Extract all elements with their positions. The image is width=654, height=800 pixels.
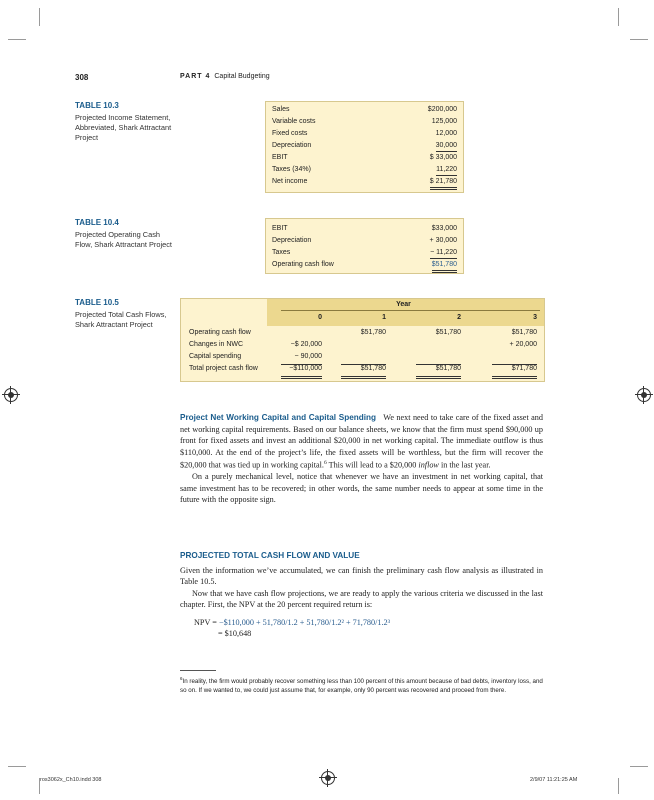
footnote: $^6$In reality, the firm would probably recover something less than 100 percent of this amount because of bad debts, inventory loss, and so on. If we wanted to, we could just assume that, for example, only 90 percent was recovered and proceed from there.: [180, 676, 543, 695]
paragraph: On a purely mechanical level, notice that whenever we have an investment in net working capital, that same investment has to be recovered; in other words, the same number needs to appear at some time in the future with the opposite sign.: [180, 472, 543, 505]
table-10-4: [265, 218, 464, 274]
table-row: Operating cash flow $51,780: [272, 259, 457, 270]
table-row: Depreciation 30,000: [272, 140, 457, 151]
table-10-5: [180, 298, 545, 382]
registration-mark-icon: [4, 388, 18, 402]
slug-date: 2/9/07 11:21:25 AM: [530, 777, 578, 783]
row-label: Capital spending: [189, 353, 242, 360]
crop-mark: [618, 8, 619, 26]
table-number: TABLE 10.4: [75, 218, 119, 227]
cell: $51,780: [435, 329, 461, 336]
double-underline: [492, 376, 537, 379]
table-10-4-label: [75, 218, 175, 250]
npv-equation: NPV = −$110,000 + 51,780/1.2 + 51,780/1.2² + 71,780/1.2³: [194, 617, 391, 627]
table-caption: Projected Total Cash Flows, Shark Attractant Project: [75, 310, 167, 329]
table-row: Sales $200,000: [272, 106, 457, 113]
year-rule: [281, 310, 540, 311]
crop-mark: [618, 778, 619, 794]
footnote-ref: 6: [323, 460, 327, 466]
table-row: EBIT $33,000: [272, 225, 457, 232]
table-row: EBIT $ 33,000: [272, 154, 457, 161]
table-row: Variable costs 125,000: [272, 118, 457, 125]
table-caption: Projected Operating Cash Flow, Shark Attractant Project: [75, 230, 172, 249]
cell: $51,780: [511, 329, 537, 336]
paragraph: Now that we have cash flow projections, we are ready to apply the various criteria we discussed in the last chapter. First, the NPV at the 20 percent required return is:: [180, 588, 543, 609]
section-heading: Project Net Working Capital and Capital Spending: [180, 413, 377, 422]
table-number: TABLE 10.5: [75, 298, 119, 307]
double-underline: [341, 376, 386, 379]
npv-result: = $10,648: [218, 629, 252, 638]
cell: $51,780: [360, 329, 386, 336]
row-label: Operating cash flow: [189, 329, 251, 336]
table-10-3-label: [75, 101, 175, 143]
cell: −$110,000: [289, 365, 322, 372]
crop-mark: [630, 39, 648, 40]
table-row: Fixed costs 12,000: [272, 130, 457, 137]
cell: −$ 20,000: [290, 341, 322, 348]
registration-mark-icon: [637, 388, 651, 402]
crop-mark: [8, 39, 26, 40]
double-underline: [416, 376, 461, 379]
column-header: 2: [457, 314, 461, 321]
crop-mark: [39, 8, 40, 26]
cell: $51,780: [435, 365, 461, 372]
column-header: 1: [382, 314, 386, 321]
paragraph: Project Net Working Capital and Capital Spending We next need to take care of the fixed asset and net working capital requirements. Based on our balance sheets, we know that the firm must spend $90,000 up front for fixed assets and invest an additional $20,000 in net working capital. The immediate outflow is thus $110,000. At the end of the project’s life, the fixed assets will be worthless, but the firm will recover the $20,000 that was tied up in working capital.$^6$ This will lead to a $20,000 inflow in the last year.: [180, 413, 543, 470]
part-label: PART 4: [180, 73, 211, 80]
crop-mark: [8, 766, 26, 767]
crop-mark: [630, 766, 648, 767]
table-10-3: [265, 101, 464, 193]
column-header: 0: [318, 314, 322, 321]
page-number: 308: [75, 73, 89, 82]
table-number: TABLE 10.3: [75, 101, 119, 110]
row-label: Changes in NWC: [189, 341, 244, 348]
table-caption: Projected Income Statement, Abbreviated, Shark Attractant Project: [75, 113, 172, 142]
registration-mark-icon: [321, 771, 335, 785]
row-label: Total project cash flow: [189, 365, 258, 372]
cell: $51,780: [360, 365, 386, 372]
cell: + 20,000: [509, 341, 537, 348]
section-total-cash-flow: [180, 550, 543, 640]
paragraph: Given the information we’ve accumulated, we can finish the preliminary cash flow analysis as illustrated in Table 10.5.: [180, 565, 543, 586]
double-underline: [281, 376, 322, 379]
part-title: Capital Budgeting: [214, 73, 270, 80]
cell: − 90,000: [294, 353, 322, 360]
table-row: Net income $ 21,780: [272, 176, 457, 187]
section-heading: PROJECTED TOTAL CASH FLOW AND VALUE: [180, 551, 360, 560]
table-row: Taxes (34%) 11,220: [272, 164, 457, 175]
section-nwc: [180, 412, 543, 506]
running-header: [180, 73, 270, 80]
table-row: Taxes − 11,220: [272, 247, 457, 258]
slug-file: ros3062x_Ch10.indd 308: [40, 777, 102, 783]
cell: $71,780: [511, 365, 537, 372]
column-header: 3: [533, 314, 537, 321]
table-row: Depreciation + 30,000: [272, 237, 457, 244]
table-10-5-label: [75, 298, 175, 330]
footnote-rule: [180, 670, 216, 671]
year-label: Year: [396, 301, 411, 308]
